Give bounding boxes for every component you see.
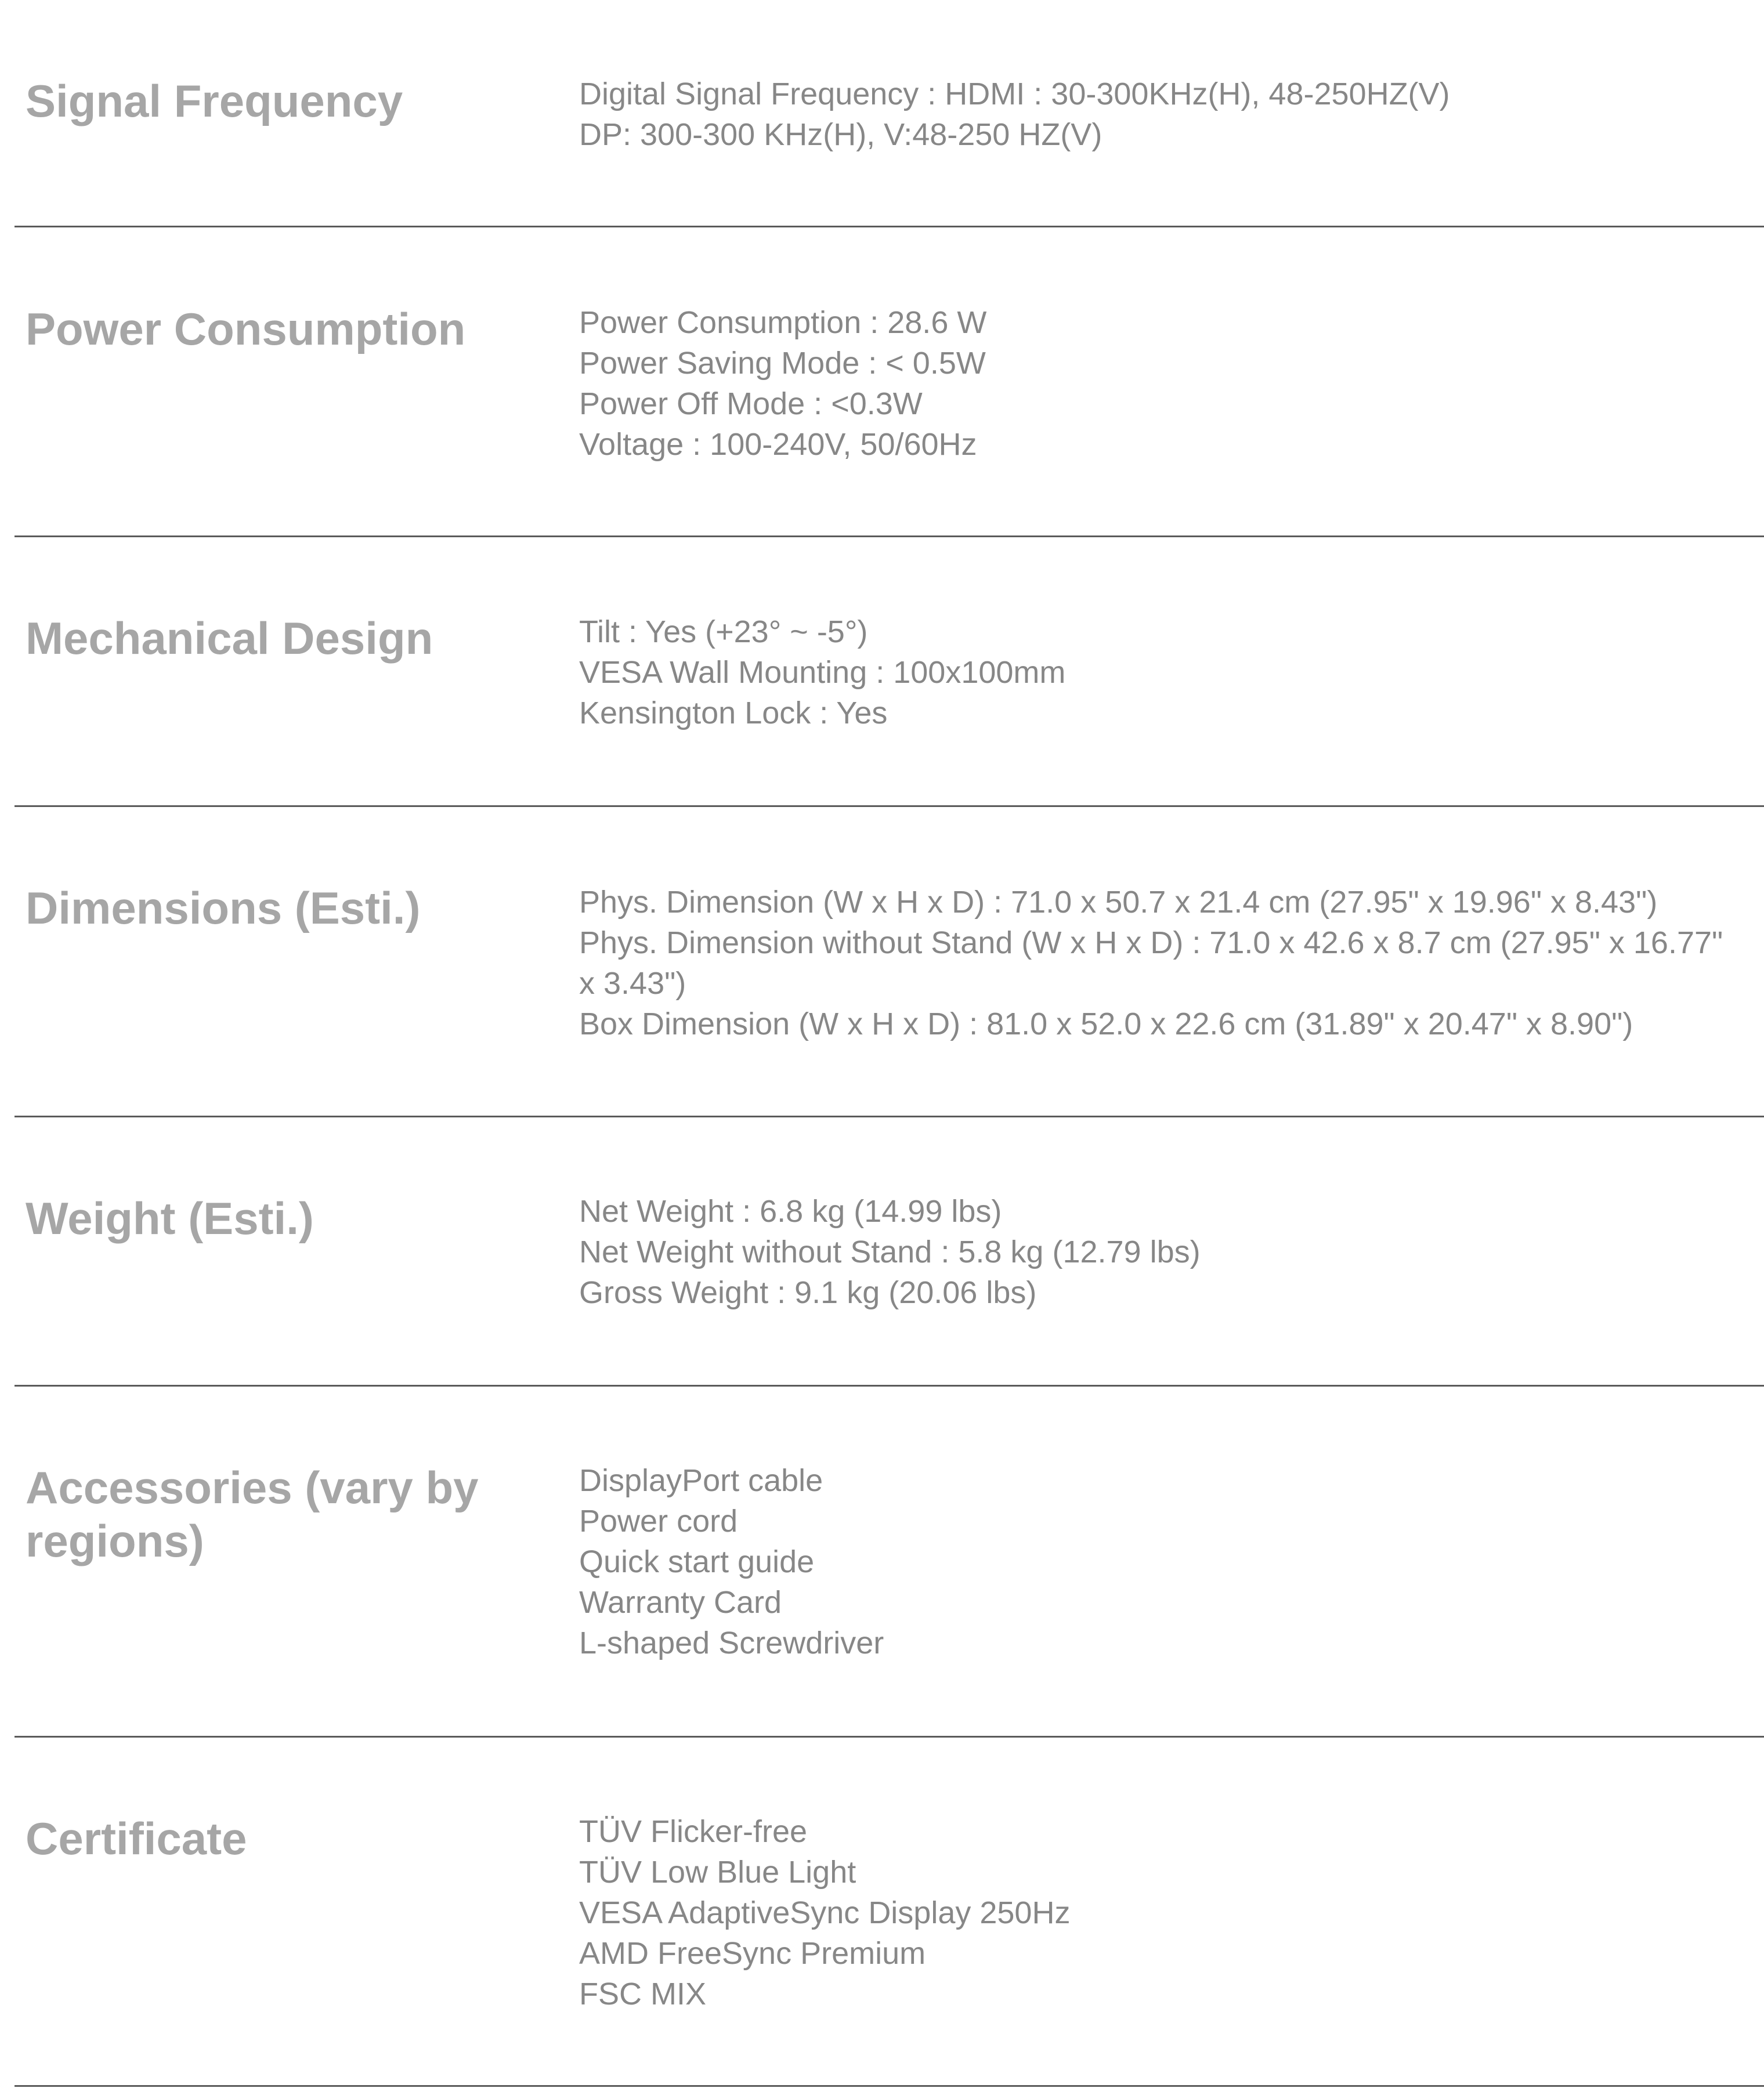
spec-value: Gross Weight : 9.1 kg (20.06 lbs) xyxy=(579,1275,1037,1310)
row-divider xyxy=(15,1736,1764,1738)
spec-value: Tilt : Yes (+23° ~ -5°) xyxy=(579,614,868,649)
spec-value: DisplayPort cable xyxy=(579,1463,823,1498)
spec-value: Power Consumption : 28.6 W xyxy=(579,305,987,340)
spec-label: Mechanical Design xyxy=(26,613,433,664)
spec-value: TÜV Low Blue Light xyxy=(579,1855,856,1890)
spec-value: VESA Wall Mounting : 100x100mm xyxy=(579,655,1066,690)
spec-label: Weight (Esti.) xyxy=(26,1193,314,1244)
spec-value: Net Weight without Stand : 5.8 kg (12.79 lbs) xyxy=(579,1235,1201,1269)
spec-value: Power Off Mode : <0.3W xyxy=(579,386,923,421)
spec-value: Warranty Card xyxy=(579,1585,782,1620)
spec-value: L-shaped Screwdriver xyxy=(579,1626,884,1660)
spec-value: Power Saving Mode : < 0.5W xyxy=(579,346,986,381)
spec-label: Signal Frequency xyxy=(26,75,403,126)
spec-values xyxy=(579,1460,1734,1663)
spec-value: VESA AdaptiveSync Display 250Hz xyxy=(579,1895,1071,1930)
spec-value: Net Weight : 6.8 kg (14.99 lbs) xyxy=(579,1194,1002,1229)
spec-value: AMD FreeSync Premium xyxy=(579,1936,926,1971)
spec-value: Phys. Dimension (W x H x D) : 71.0 x 50.7 x 21.4 cm (27.95" x 19.96" x 8.43") xyxy=(579,885,1658,920)
spec-value: DP: 300-300 KHz(H), V:48-250 HZ(V) xyxy=(579,117,1102,152)
row-divider xyxy=(15,805,1764,807)
spec-value: Power cord xyxy=(579,1504,738,1539)
row-divider xyxy=(15,226,1764,227)
spec-values xyxy=(579,302,1734,465)
spec-values xyxy=(579,882,1734,1044)
spec-values xyxy=(579,1191,1734,1313)
spec-values xyxy=(579,1811,1734,2014)
spec-value: Quick start guide xyxy=(579,1544,815,1579)
spec-value: Digital Signal Frequency : HDMI : 30-300KHz(H), 48-250HZ(V) xyxy=(579,77,1450,111)
spec-value: Phys. Dimension without Stand (W x H x D) : 71.0 x 42.6 x 8.7 cm (27.95" x 16.77" x 3.43") xyxy=(579,925,1723,1001)
spec-label: Accessories (vary by regions) xyxy=(26,1462,479,1566)
spec-value: Kensington Lock : Yes xyxy=(579,696,888,730)
spec-value: Voltage : 100-240V, 50/60Hz xyxy=(579,427,977,462)
spec-values xyxy=(579,611,1734,733)
row-divider xyxy=(15,1385,1764,1387)
spec-label: Certificate xyxy=(26,1813,247,1864)
spec-label: Dimensions (Esti.) xyxy=(26,882,421,933)
spec-value: Box Dimension (W x H x D) : 81.0 x 52.0 x 22.6 cm (31.89" x 20.47" x 8.90") xyxy=(579,1007,1633,1041)
row-divider xyxy=(15,2085,1764,2087)
spec-value: FSC MIX xyxy=(579,1977,707,2011)
spec-label: Power Consumption xyxy=(26,303,466,354)
row-divider xyxy=(15,1116,1764,1117)
spec-values xyxy=(579,74,1734,155)
row-divider xyxy=(15,535,1764,537)
spec-value: TÜV Flicker-free xyxy=(579,1814,808,1849)
